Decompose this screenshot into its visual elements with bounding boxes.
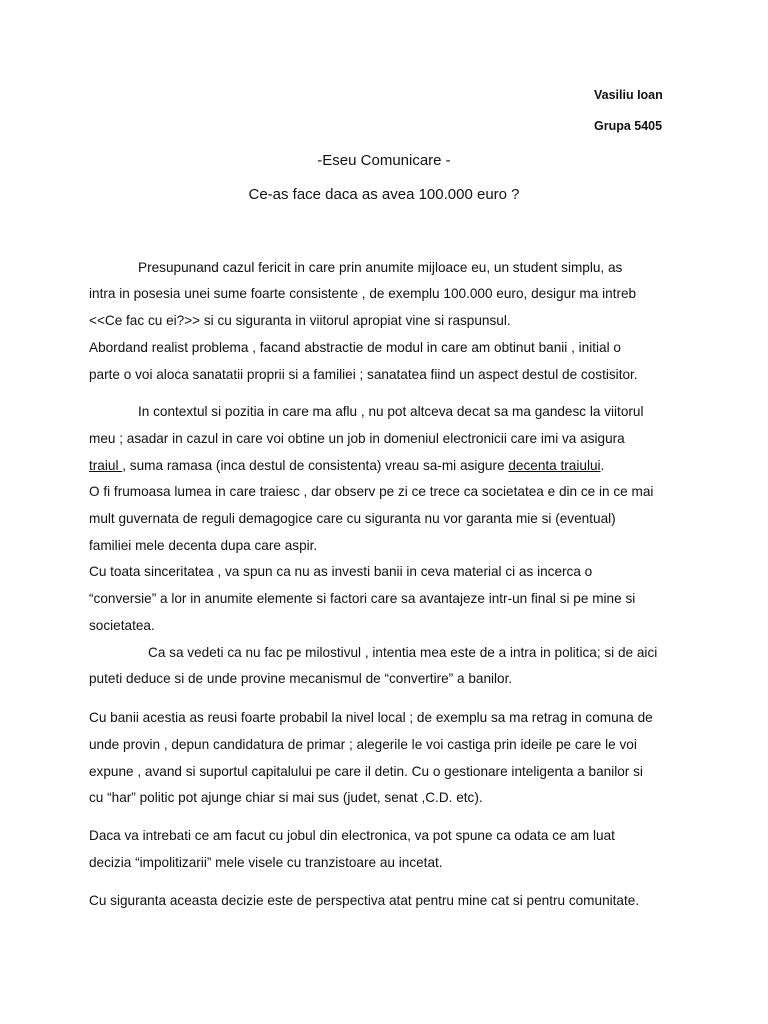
paragraph-line: unde provin , depun candidatura de primar ; alegerile le voi castiga prin ideile pe care le voi <box>89 737 637 752</box>
paragraph-line <box>89 457 604 475</box>
paragraph-line: In contextul si pozitia in care ma aflu , nu pot altceva decat sa ma gandesc la viitorul <box>138 404 644 419</box>
paragraph-line: O fi frumoasa lumea in care traiesc , dar observ pe zi ce trece ca societatea e din ce in ce mai <box>89 484 654 499</box>
paragraph-line: mult guvernata de reguli demagogice care cu siguranta nu vor garanta mie si (eventual) <box>89 511 616 526</box>
paragraph-line: Ca sa vedeti ca nu fac pe milostivul , intentia mea este de a intra in politica; si de aici <box>148 645 658 660</box>
underlined-text: decenta traiului <box>508 458 601 473</box>
paragraph-line: parte o voi aloca sanatatii proprii si a familiei ; sanatatea fiind un aspect destul de costisitor. <box>89 367 638 382</box>
inline-text: , suma ramasa (inca destul de consistenta) vreau sa-mi asigure <box>122 458 509 473</box>
paragraph-line: expune , avand si suportul capitalului pe care il detin. Cu o gestionare inteligenta a banilor si <box>89 764 643 779</box>
paragraph-line: decizia “impolitizarii” mele visele cu tranzistoare au incetat. <box>89 855 443 870</box>
paragraph-line: <<Ce fac cu ei?>> si cu siguranta in viitorul apropiat vine si raspunsul. <box>89 313 511 328</box>
author-name: Vasiliu Ioan <box>594 88 663 102</box>
group-label: Grupa 5405 <box>594 119 663 133</box>
paragraph-line: intra in posesia unei sume foarte consistente , de exemplu 100.000 euro, desigur ma intreb <box>89 286 637 301</box>
paragraph-line: “conversie” a lor in anumite elemente si factori care sa avantajeze intr-un final si pe mine si <box>89 591 636 606</box>
paragraph-line: Daca va intrebati ce am facut cu jobul din electronica, va pot spune ca odata ce am luat <box>89 828 615 843</box>
paragraph-line: Cu siguranta aceasta decizie este de perspectiva atat pentru mine cat si pentru comunitate. <box>89 893 640 908</box>
paragraph-line: cu “har” politic pot ajunge chiar si mai sus (judet, senat ,C.D. etc). <box>89 790 483 805</box>
paragraph-line: societatea. <box>89 618 155 633</box>
essay-question: Ce-as face daca as avea 100.000 euro ? <box>248 186 520 203</box>
paragraph-line: Abordand realist problema , facand abstractie de modul in care am obtinut banii , initial o <box>89 340 621 355</box>
paragraph-line: familiei mele decenta dupa care aspir. <box>89 538 318 553</box>
paragraph-line: meu ; asadar in cazul in care voi obtine un job in domeniul electronicii care imi va asigura <box>89 431 625 446</box>
paragraph-line: Cu toata sinceritatea , va spun ca nu as investi banii in ceva material ci as incerca o <box>89 564 593 579</box>
inline-text: . <box>600 458 605 473</box>
underlined-text: traiul <box>89 458 123 473</box>
paragraph-line: Cu banii acestia as reusi foarte probabil la nivel local ; de exemplu sa ma retrag in comuna de <box>89 710 653 725</box>
essay-title: -Eseu Comunicare - <box>317 152 451 169</box>
paragraph-line: puteti deduce si de unde provine mecanismul de “convertire” a banilor. <box>89 671 513 686</box>
paragraph-line: Presupunand cazul fericit in care prin anumite mijloace eu, un student simplu, as <box>138 260 623 275</box>
